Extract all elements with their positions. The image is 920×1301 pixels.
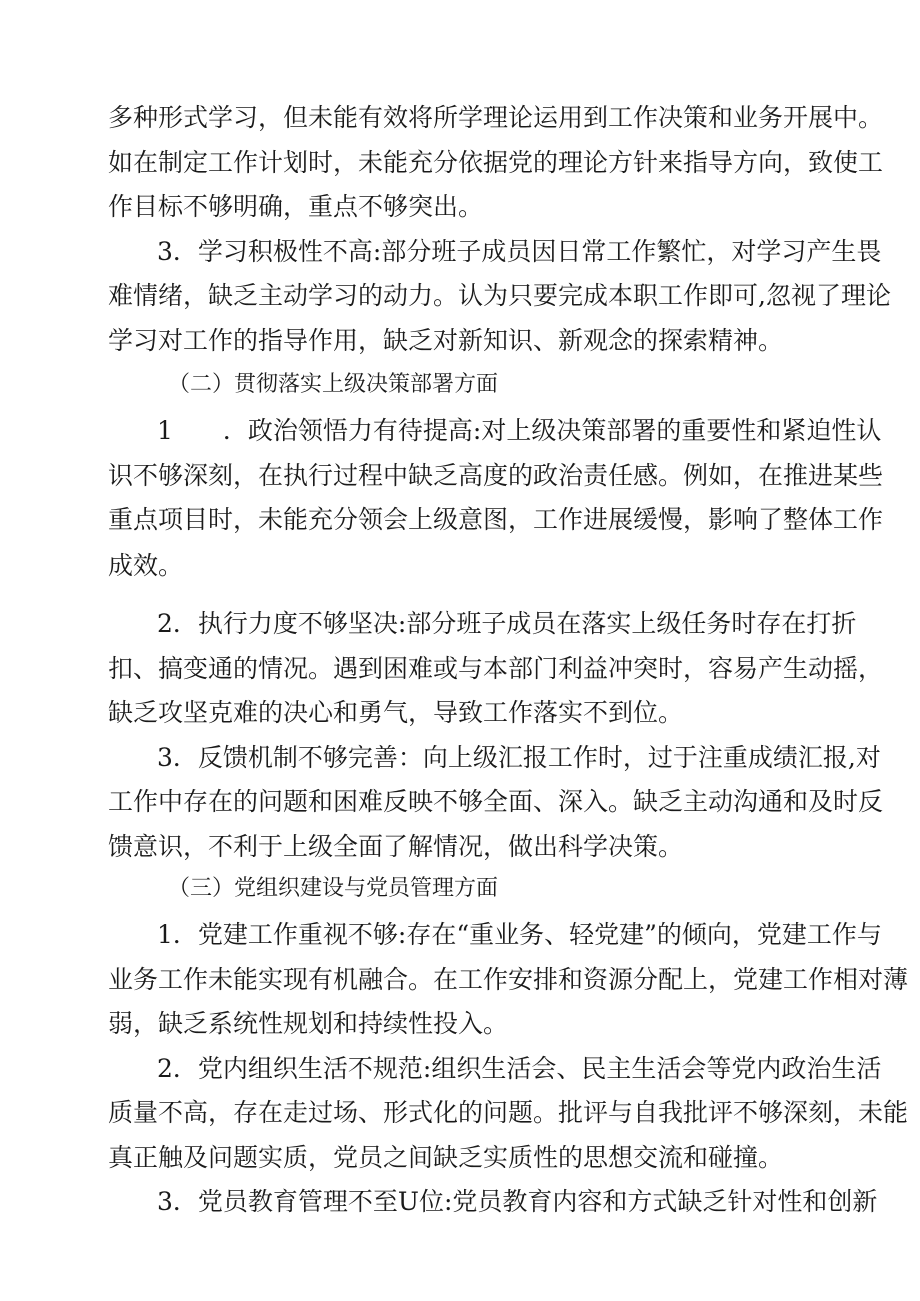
text-line: 2．执行力度不够坚决:部分班子成员在落实上级任务时存在打折 (157, 609, 857, 638)
text-line: 3．反馈机制不够完善：向上级汇报工作时，过于注重成绩汇报,对 (157, 743, 881, 772)
text-line: 扣、搞变通的情况。遇到困难或与本部门利益冲突时，容易产生动摇， (108, 654, 884, 683)
text-line: 1 ．政治领悟力有待提高:对上级决策部署的重要性和紧迫性认 (157, 416, 882, 445)
section-heading: （三）党组织建设与党员管理方面 (168, 876, 499, 901)
text-line: 如在制定工作计划时，未能充分依据党的理论方针来指导方向，致使工 (108, 148, 884, 177)
text-line: 馈意识，不利于上级全面了解情况，做出科学决策。 (108, 832, 684, 861)
text-line: 成效。 (108, 551, 184, 580)
text-line: 真正触及问题实质，党员之间缺乏实质性的思想交流和碰撞。 (108, 1143, 784, 1172)
text-line: 弱，缺乏系统性规划和持续性投入。 (108, 1009, 509, 1038)
text-line: 学习对工作的指导作用，缺乏对新知识、新观念的探索精神。 (108, 326, 784, 355)
text-line: 缺乏攻坚克难的决心和勇气，导致工作落实不到位。 (108, 698, 684, 727)
text-line: 重点项目时，未能充分领会上级意图，工作进展缓慢，影响了整体工作 (108, 505, 884, 534)
text-line: 2．党内组织生活不规范:组织生活会、民主生活会等党内政治生活 (157, 1054, 882, 1083)
text-line: 难情绪，缺乏主动学习的动力。认为只要完成本职工作即可,忽视了理论 (108, 281, 891, 310)
text-line: 质量不高，存在走过场、形式化的问题。批评与自我批评不够深刻，未能 (108, 1098, 909, 1127)
text-line: 工作中存在的问题和困难反映不够全面、深入。缺乏主动沟通和及时反 (108, 787, 884, 816)
text-line: 业务工作未能实现有机融合。在工作安排和资源分配上，党建工作相对薄 (108, 965, 909, 994)
text-line: 3．学习积极性不高:部分班子成员因日常工作繁忙，对学习产生畏 (157, 237, 882, 266)
text-line: 1．党建工作重视不够:存在“重业务、轻党建”的倾向，党建工作与 (157, 920, 882, 949)
text-line: 作目标不够明确，重点不够突出。 (108, 192, 484, 221)
text-line: 多种形式学习，但未能有效将所学理论运用到工作决策和业务开展中。 (108, 103, 884, 132)
section-heading: （二）贯彻落实上级决策部署方面 (168, 372, 499, 397)
text-line: 3．党员教育管理不至U位:党员教育内容和方式缺乏针对性和创新 (157, 1187, 878, 1216)
text-line: 识不够深刻，在执行过程中缺乏高度的政治责任感。例如，在推进某些 (108, 461, 884, 490)
